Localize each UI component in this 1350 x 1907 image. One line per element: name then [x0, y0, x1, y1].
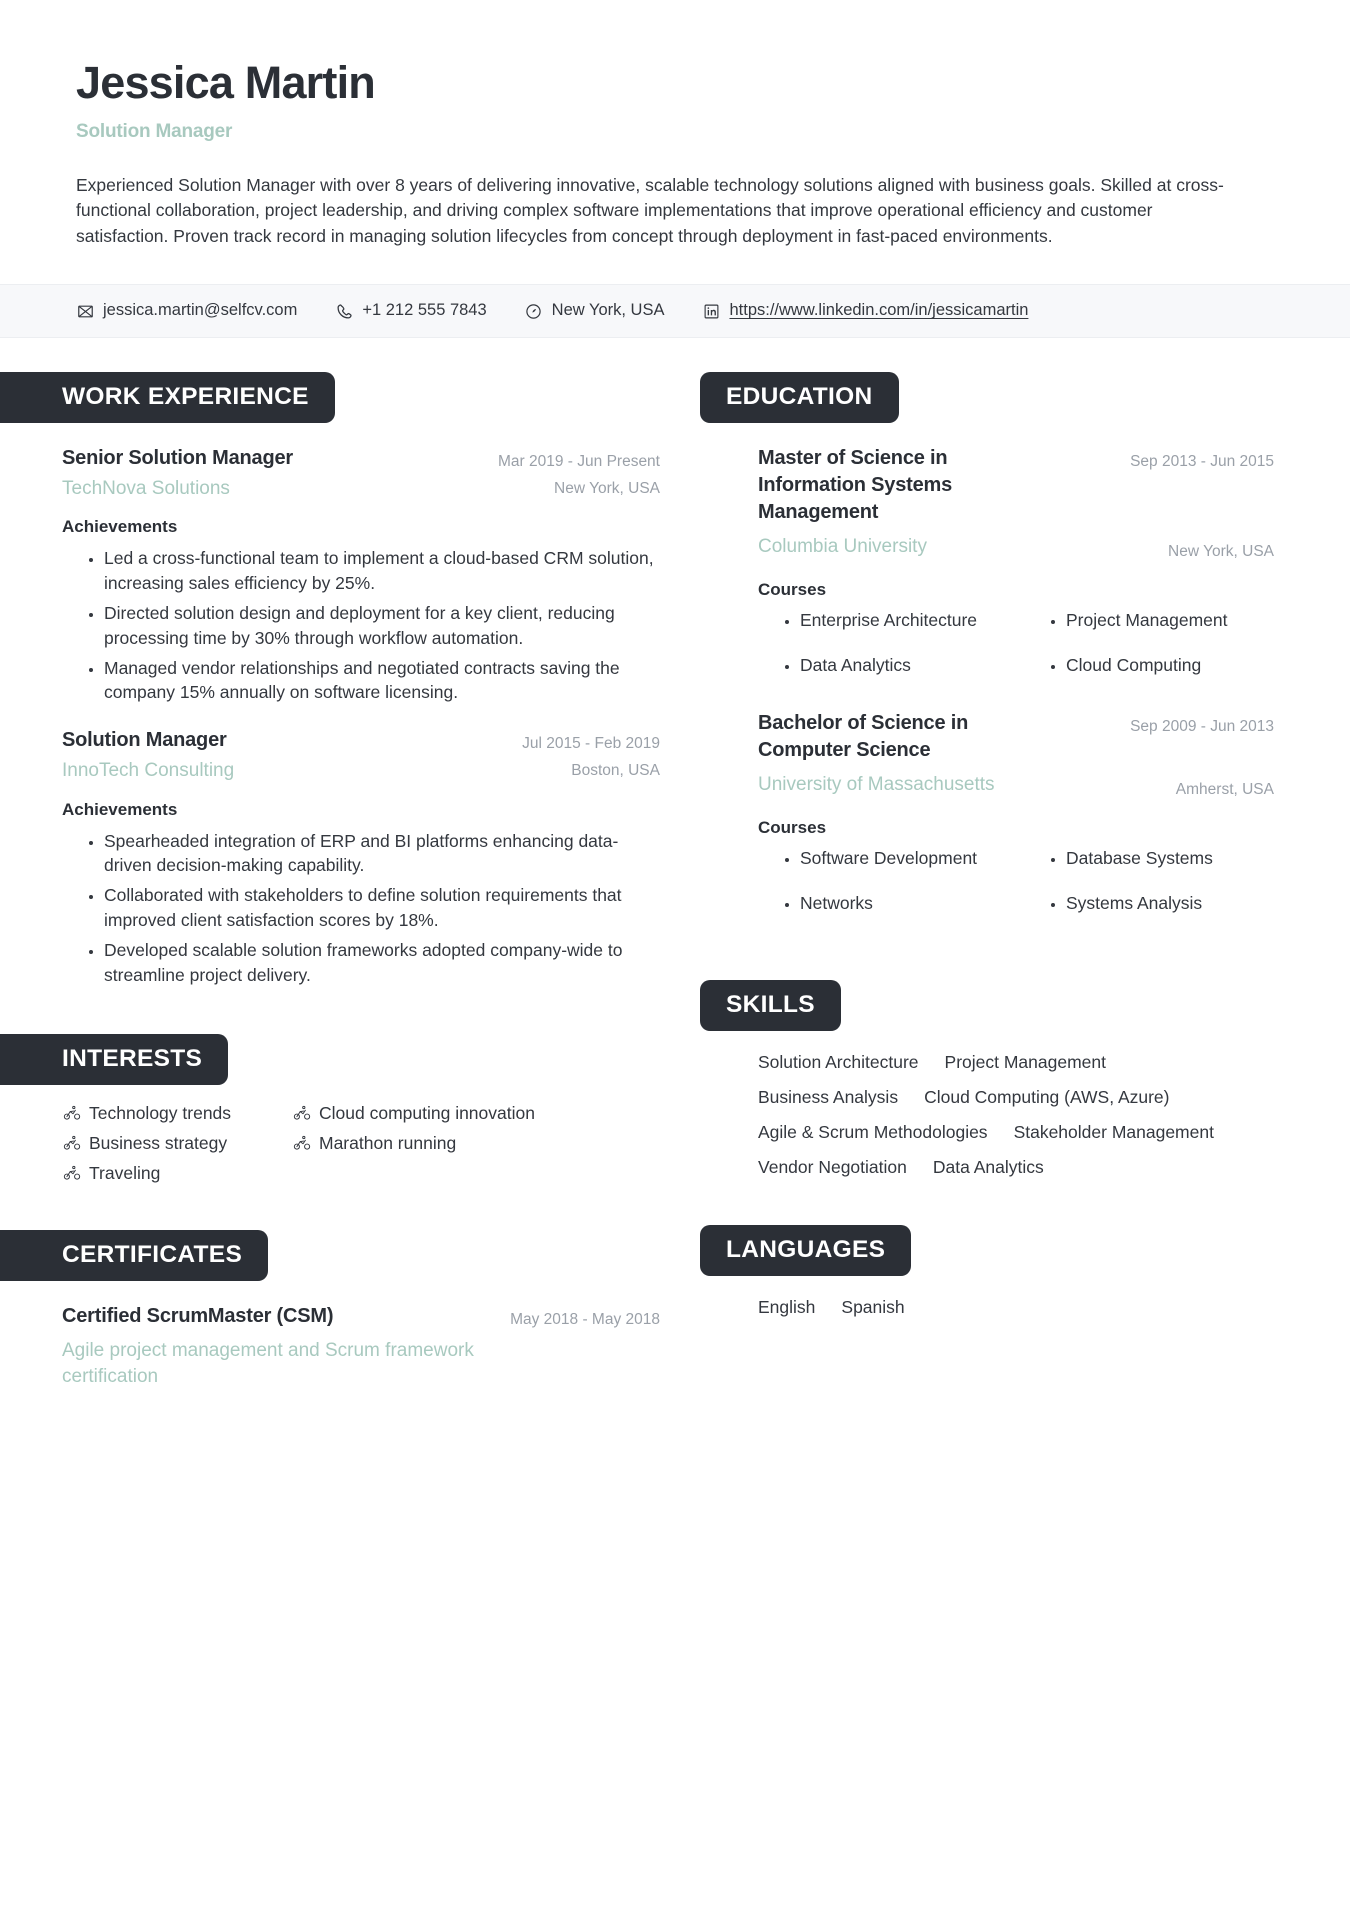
certificate-entry — [62, 1303, 660, 1391]
cycling-icon — [62, 1134, 81, 1153]
contact-linkedin[interactable] — [702, 301, 1028, 321]
education-entry — [758, 445, 1274, 698]
course-item: • Cloud Computing — [1066, 653, 1274, 678]
bullet-item: • Managed vendor relationships and negotiated contracts saving the company 15% annually on software licensing. — [104, 656, 660, 706]
course-item: • Data Analytics — [800, 653, 1008, 678]
envelope-icon — [76, 302, 94, 320]
bullet-item: • Spearheaded integration of ERP and BI platforms enhancing data-driven decision-making capability. — [104, 829, 660, 879]
contact-linkedin-text: https://www.linkedin.com/in/jessicamartin — [729, 301, 1029, 320]
interest-item — [62, 1133, 262, 1154]
work-entry-bullets — [62, 546, 660, 705]
interest-label: Traveling — [89, 1162, 161, 1183]
contact-location-text: New York, USA — [551, 301, 665, 320]
bullet-item: • Led a cross-functional team to implement a cloud-based CRM solution, increasing sales efficiency by 25%. — [104, 546, 660, 596]
courses-column-left — [758, 846, 1008, 936]
course-item: • Database Systems — [1066, 846, 1274, 871]
section-skills — [700, 980, 1274, 1181]
cycling-icon — [292, 1104, 311, 1123]
education-entry-location: Amherst, USA — [1175, 780, 1274, 798]
work-entry-subhead: Achievements — [62, 799, 178, 819]
course-item: • Software Development — [800, 846, 1008, 871]
bullet-item: • Developed scalable solution frameworks adopted company-wide to streamline project delivery. — [104, 938, 660, 988]
work-entry-title: Solution Manager — [62, 729, 227, 752]
skills-list — [758, 1049, 1228, 1181]
contact-email-text: jessica.martin@selfcv.com — [103, 301, 298, 320]
interest-label: Technology trends — [89, 1102, 232, 1123]
right-column — [700, 338, 1350, 1320]
candidate-role: Solution Manager — [76, 120, 233, 142]
skills-body — [700, 1049, 1274, 1181]
skill-item: Vendor Negotiation — [758, 1157, 907, 1178]
certificate-description: Agile project management and Scrum framework certification — [62, 1339, 474, 1387]
section-education — [700, 372, 1274, 936]
course-item: • Networks — [800, 891, 1008, 916]
courses-grid — [758, 608, 1274, 698]
work-experience-entries — [0, 445, 660, 988]
resume-body — [0, 338, 1350, 1390]
education-entries — [700, 445, 1274, 936]
work-entry-organization: InnoTech Consulting — [62, 760, 235, 782]
contact-phone-text: +1 212 555 7843 — [362, 301, 487, 320]
interest-item — [62, 1163, 262, 1184]
section-languages — [700, 1225, 1274, 1320]
language-item: Spanish — [841, 1296, 905, 1317]
cycling-icon — [62, 1104, 81, 1123]
section-interests — [0, 1034, 660, 1184]
languages-body — [700, 1294, 1274, 1320]
professional-summary: Experienced Solution Manager with over 8 years of delivering innovative, scalable technology solutions aligned with business goals. Skilled at cross-functional collaboration, project leadership, and driving complex software implementations that improve operational efficiency and customer satisfaction. Proven track record in managing solution lifecycles from concept through deployment in fast-paced environments. — [76, 174, 1224, 247]
education-entry-title: Bachelor of Science in Computer Science — [758, 711, 969, 761]
work-entry-organization: TechNova Solutions — [62, 477, 230, 499]
education-entry — [758, 710, 1274, 936]
contact-email[interactable] — [76, 301, 297, 321]
work-entry — [62, 445, 660, 705]
courses-column-left — [758, 608, 1008, 698]
section-title-work-experience: WORK EXPERIENCE — [0, 372, 335, 423]
certificate-title: Certified ScrumMaster (CSM) — [62, 1304, 334, 1327]
interest-item — [292, 1103, 552, 1124]
work-entry-dates: Jul 2015 - Feb 2019 — [522, 735, 660, 753]
education-entry-subhead: Courses — [758, 580, 827, 600]
work-entry-location: Boston, USA — [571, 762, 660, 780]
section-certificates — [0, 1230, 660, 1391]
section-work-experience — [0, 372, 660, 988]
section-title-interests: INTERESTS — [0, 1034, 228, 1085]
interest-label: Business strategy — [89, 1132, 228, 1153]
skill-item: Stakeholder Management — [1013, 1122, 1214, 1143]
certificate-dates: May 2018 - May 2018 — [510, 1310, 660, 1328]
languages-list — [758, 1294, 1228, 1320]
education-entry-organization: Columbia University — [758, 535, 927, 557]
bullet-item: • Directed solution design and deployment for a key client, reducing processing time by 30% through workflow automation. — [104, 601, 660, 651]
courses-column-right — [1024, 846, 1274, 936]
phone-icon — [335, 302, 353, 320]
bullet-item: • Collaborated with stakeholders to define solution requirements that improved client satisfaction scores by 18%. — [104, 883, 660, 933]
candidate-name: Jessica Martin — [76, 57, 375, 108]
course-item: • Systems Analysis — [1066, 891, 1274, 916]
section-title-certificates: CERTIFICATES — [0, 1230, 268, 1281]
interest-item — [62, 1103, 262, 1124]
skill-item: Cloud Computing (AWS, Azure) — [924, 1086, 1170, 1107]
contact-location — [525, 301, 665, 321]
work-entry-bullets — [62, 829, 660, 988]
skill-item: Agile & Scrum Methodologies — [758, 1122, 988, 1143]
skill-item: Project Management — [944, 1051, 1106, 1072]
skill-item: Data Analytics — [932, 1157, 1044, 1178]
work-entry — [62, 727, 660, 987]
location-pin-icon — [525, 302, 543, 320]
course-item: • Project Management — [1066, 608, 1274, 633]
education-entry-subhead: Courses — [758, 817, 827, 837]
education-entry-dates: Sep 2009 - Jun 2013 — [1130, 717, 1274, 735]
education-entry-title: Master of Science in Information Systems Management — [758, 446, 953, 523]
interest-label: Cloud computing innovation — [319, 1102, 535, 1123]
interest-label: Marathon running — [319, 1132, 457, 1153]
certificates-body — [0, 1303, 660, 1391]
left-column — [0, 338, 700, 1390]
work-entry-title: Senior Solution Manager — [62, 446, 293, 469]
work-entry-dates: Mar 2019 - Jun Present — [498, 452, 660, 470]
cycling-icon — [292, 1134, 311, 1153]
contact-phone[interactable] — [335, 301, 486, 321]
section-title-skills: SKILLS — [700, 980, 841, 1031]
courses-column-right — [1024, 608, 1274, 698]
education-entry-location: New York, USA — [1168, 542, 1274, 560]
contact-bar — [0, 284, 1350, 338]
courses-grid — [758, 846, 1274, 936]
interests-body — [0, 1103, 660, 1184]
section-title-languages: LANGUAGES — [700, 1225, 911, 1276]
cycling-icon — [62, 1164, 81, 1183]
skill-item: Solution Architecture — [758, 1051, 919, 1072]
course-item: • Enterprise Architecture — [800, 608, 1008, 633]
work-entry-subhead: Achievements — [62, 517, 178, 537]
education-entry-dates: Sep 2013 - Jun 2015 — [1130, 452, 1274, 470]
language-item: English — [758, 1296, 816, 1317]
section-title-education: EDUCATION — [700, 372, 899, 423]
skill-item: Business Analysis — [758, 1086, 899, 1107]
linkedin-icon — [702, 302, 720, 320]
interests-grid — [62, 1103, 582, 1184]
resume-header — [0, 0, 1350, 250]
education-entry-organization: University of Massachusetts — [758, 773, 995, 795]
work-entry-location: New York, USA — [554, 480, 660, 498]
interest-item — [292, 1133, 552, 1154]
